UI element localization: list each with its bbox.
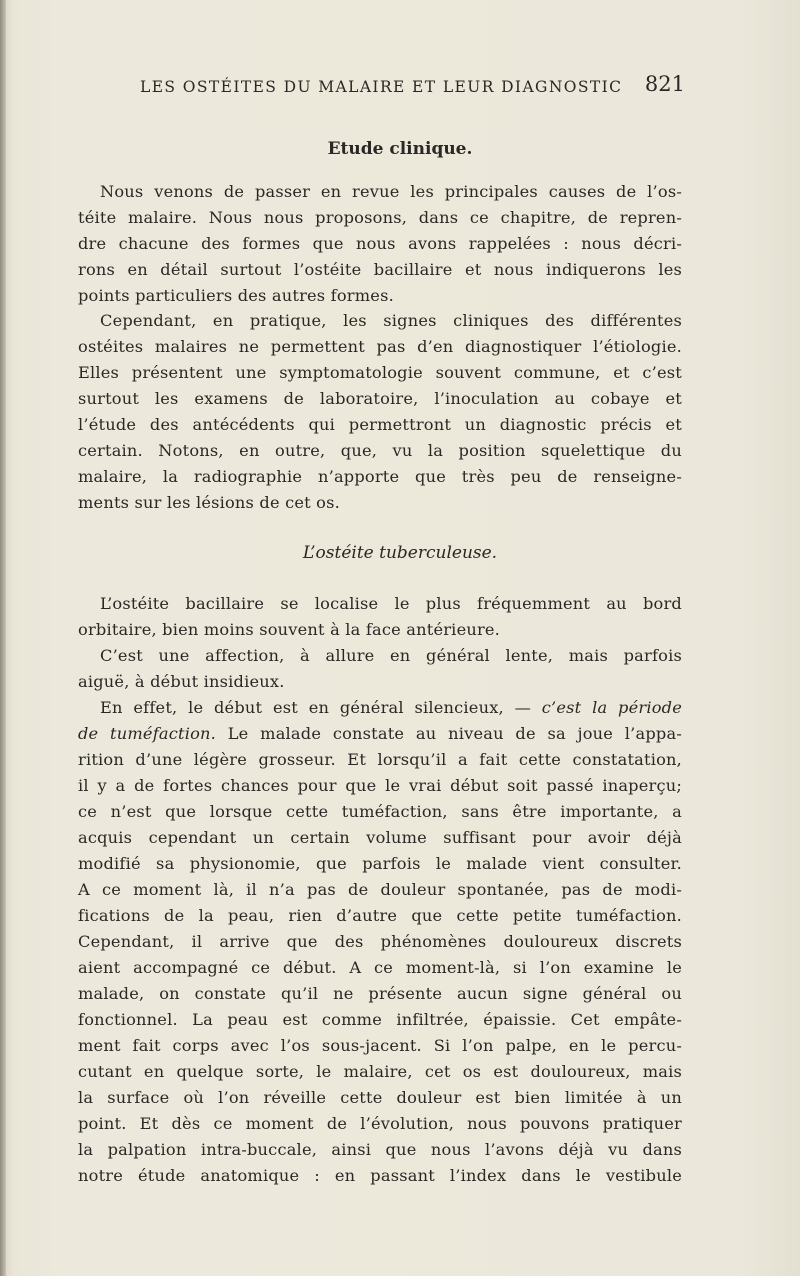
text-line: points particuliers des autres formes. xyxy=(78,286,394,305)
text-run: Le malade constate au niveau de sa joue l’appa- xyxy=(216,724,682,743)
text-line: dre chacune des formes que nous avons rappelées : nous décri- xyxy=(78,234,682,253)
text-line: C’est une affection, à allure en général lente, mais parfois xyxy=(100,646,682,665)
text-line: aiguë, à début insidieux. xyxy=(78,672,285,691)
text-line: aient accompagné ce début. A ce moment-là, si l’on examine le xyxy=(78,958,682,977)
text-line: Nous venons de passer en revue les principales causes de l’os- xyxy=(100,182,682,201)
text-line: certain. Notons, en outre, que, vu la position squelettique du xyxy=(78,441,682,460)
text-line: ostéites malaires ne permettent pas d’en diagnostiquer l’étiologie. xyxy=(78,337,682,356)
text-line: surtout les examens de laboratoire, l’inoculation au cobaye et xyxy=(78,389,682,408)
text-line: malade, on constate qu’il ne présente aucun signe général ou xyxy=(78,984,682,1003)
page-number: 821 xyxy=(644,72,685,96)
text-line: fonctionnel. La peau est comme infiltrée, épaissie. Cet empâte- xyxy=(78,1010,682,1029)
text-line: Cependant, il arrive que des phénomènes douloureux discrets xyxy=(78,932,682,951)
text-line: ment fait corps avec l’os sous-jacent. Si l’on palpe, en le percu- xyxy=(78,1036,682,1055)
text-line: fications de la peau, rien d’autre que cette petite tuméfaction. xyxy=(78,906,682,925)
text-line: ments sur les lésions de cet os. xyxy=(78,493,340,512)
text-line: modifié sa physionomie, que parfois le malade vient consulter. xyxy=(78,854,682,873)
text-line: il y a de fortes chances pour que le vrai début soit passé inaperçu; xyxy=(78,776,682,795)
italic-run: c’est la période xyxy=(541,698,682,717)
text-line: orbitaire, bien moins souvent à la face antérieure. xyxy=(78,620,501,639)
text-line: malaire, la radiographie n’apporte que très peu de renseigne- xyxy=(78,467,682,486)
text-line xyxy=(78,722,682,746)
text-line: la surface où l’on réveille cette douleur est bien limitée à un xyxy=(78,1088,682,1107)
text-line: point. Et dès ce moment de l’évolution, nous pouvons pratiquer xyxy=(78,1114,682,1133)
subsection-heading: L’ostéite tuberculeuse. xyxy=(302,543,498,563)
text-run: En effet, le début est en général silencieux, — xyxy=(100,698,542,717)
text-line: téite malaire. Nous nous proposons, dans ce chapitre, de repren- xyxy=(78,208,682,227)
text-line: la palpation intra-buccale, ainsi que nous l’avons déjà vu dans xyxy=(78,1140,682,1159)
page-binding-edge xyxy=(0,0,6,1276)
text-line: Cependant, en pratique, les signes cliniques des différentes xyxy=(100,311,682,330)
running-head-title: LES OSTÉITES DU MALAIRE ET LEUR DIAGNOSTIC xyxy=(140,78,623,96)
text-line: L’ostéite bacillaire se localise le plus fréquemment au bord xyxy=(100,594,682,613)
italic-run: de tuméfaction. xyxy=(78,724,217,743)
text-line: ce n’est que lorsque cette tuméfaction, sans être importante, a xyxy=(78,802,682,821)
text-line: rition d’une légère grosseur. Et lorsqu’il a fait cette constatation, xyxy=(78,750,682,769)
text-line: Elles présentent une symptomatologie souvent commune, et c’est xyxy=(78,363,682,382)
running-head xyxy=(140,72,685,102)
text-line xyxy=(78,696,682,720)
text-line: notre étude anatomique : en passant l’index dans le vestibule xyxy=(78,1166,682,1185)
text-line: acquis cependant un certain volume suffisant pour avoir déjà xyxy=(78,828,682,847)
text-line: cutant en quelque sorte, le malaire, cet os est douloureux, mais xyxy=(78,1062,682,1081)
text-line: l’étude des antécédents qui permettront un diagnostic précis et xyxy=(78,415,682,434)
text-line: rons en détail surtout l’ostéite bacillaire et nous indiquerons les xyxy=(78,260,682,279)
section-heading: Etude clinique. xyxy=(327,139,473,159)
text-line: A ce moment là, il n’a pas de douleur spontanée, pas de modi- xyxy=(78,880,682,899)
